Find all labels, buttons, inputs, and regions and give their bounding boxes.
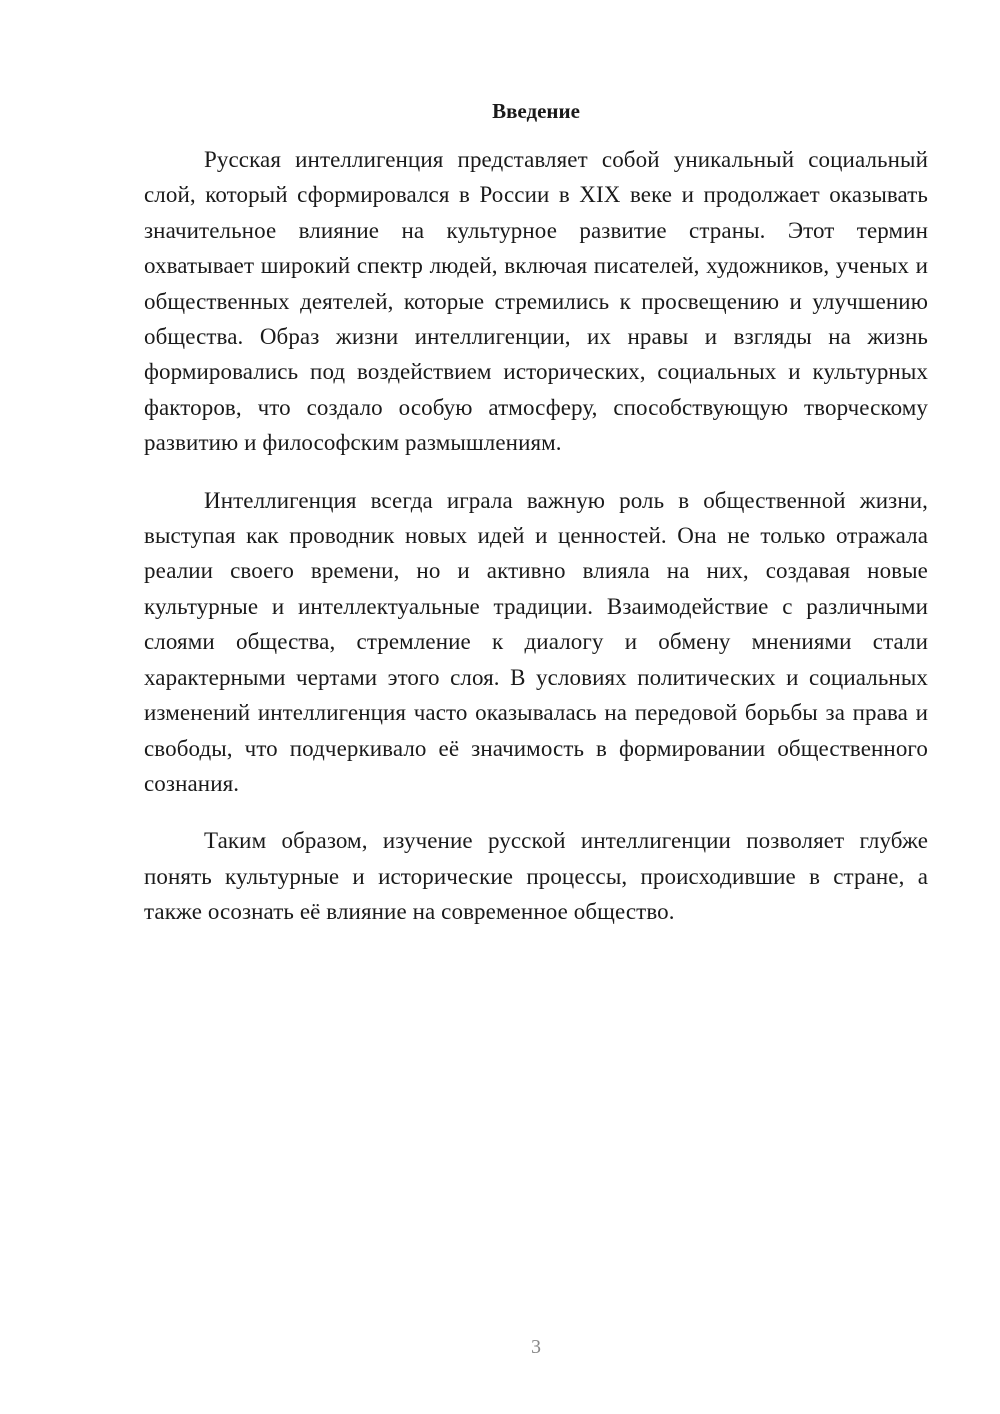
body-text: [144, 142, 928, 952]
paragraph-3: Таким образом, изучение русской интеллигенции позволяет глубже понять культурные и исторические процессы, происходившие в стране, а также осознать её влияние на современное общество.: [144, 828, 928, 925]
page-number: 3: [531, 1336, 541, 1358]
section-heading: Введение: [492, 99, 580, 123]
paragraph-2: Интеллигенция всегда играла важную роль в общественной жизни, выступая как проводник новых идей и ценностей. Она не только отражала реалии своего времени, но и активно влияла на них, создавая новые культурные и интеллектуальные традиции. Взаимодействие с различными слоями общества, стремление к диалогу и обмену мнениями стали характерными чертами этого слоя. В условиях политических и социальных изменений интеллигенция часто оказывалась на передовой борьбы за права и свободы, что подчеркивало её значимость в формировании общественного сознания.: [144, 487, 928, 796]
paragraph-1: Русская интеллигенция представляет собой уникальный социальный слой, который сформировался в России в XIX веке и продолжает оказывать значительное влияние на культурное развитие страны. Этот термин охватывает широкий спектр людей, включая писателей, художников, ученых и общественных деятелей, которые стремились к просвещению и улучшению общества. Образ жизни интеллигенции, их нравы и взгляды на жизнь формировались под воздействием исторических, социальных и культурных факторов, что создало особую атмосферу, способствующую творческому развитию и философским размышлениям.: [144, 147, 928, 456]
